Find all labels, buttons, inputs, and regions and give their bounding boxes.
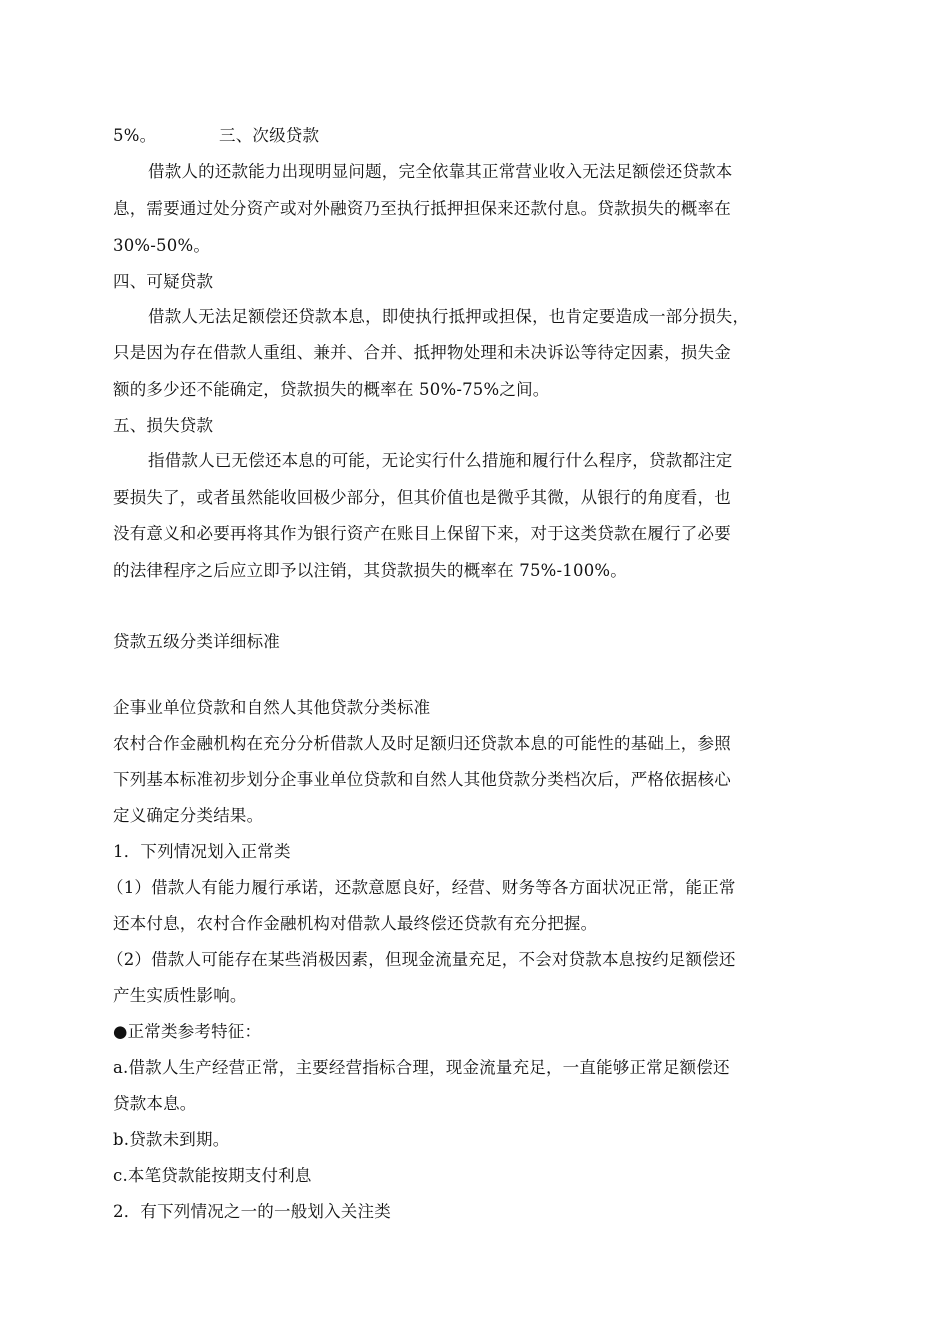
text-line-27: b.贷款未到期。 — [113, 1130, 230, 1149]
text-line-2: 借款人的还款能力出现明显问题，完全依靠其正常营业收入无法足额偿还贷款本 — [148, 162, 733, 181]
section-heading-substandard: 三、次级贷款 — [219, 126, 320, 145]
text-line-16: 农村合作金融机构在充分分析借款人及时足额归还贷款本息的可能性的基础上，参照 — [113, 734, 731, 753]
text-line-28: c.本笔贷款能按期支付利息 — [113, 1166, 312, 1185]
text-line-11: 要损失了，或者虽然能收回极少部分，但其价值也是微乎其微，从银行的角度看，也 — [113, 488, 731, 507]
list-heading-normal: 1．下列情况划入正常类 — [113, 842, 291, 861]
text-line-7: 只是因为存在借款人重组、兼并、合并、抵押物处理和未决诉讼等待定因素，损失金 — [113, 343, 731, 362]
text-line-6: 借款人无法足额偿还贷款本息，即使执行抵押或担保，也肯定要造成一部分损失， — [148, 307, 750, 326]
section-heading-loss: 五、损失贷款 — [113, 416, 214, 435]
text-line-20: （1）借款人有能力履行承诺，还款意愿良好，经营、财务等各方面状况正常，能正常 — [107, 878, 736, 897]
text-line-13: 的法律程序之后应立即予以注销，其贷款损失的概率在 75%-100%。 — [113, 561, 627, 580]
text-line-12: 没有意义和必要再将其作为银行资产在账目上保留下来，对于这类贷款在履行了必要 — [113, 524, 731, 543]
text-line-10: 指借款人已无偿还本息的可能，无论实行什么措施和履行什么程序，贷款都注定 — [148, 451, 733, 470]
text-line-3: 息，需要通过处分资产或对外融资乃至执行抵押担保来还款付息。贷款损失的概率在 — [113, 199, 731, 218]
bullet-heading-normal-features: ●正常类参考特征： — [113, 1022, 262, 1041]
section-heading-doubtful: 四、可疑贷款 — [113, 272, 214, 291]
list-heading-special-mention: 2．有下列情况之一的一般划入关注类 — [113, 1202, 391, 1221]
text-line-22: （2）借款人可能存在某些消极因素，但现金流量充足，不会对贷款本息按约足额偿还 — [107, 950, 736, 969]
text-line-4: 30%-50%。 — [113, 236, 211, 255]
text-line-21: 还本付息，农村合作金融机构对借款人最终偿还贷款有充分把握。 — [113, 914, 598, 933]
text-line-8: 额的多少还不能确定，贷款损失的概率在 50%-75%之间。 — [113, 380, 550, 399]
section-title-five-level-standards: 贷款五级分类详细标准 — [113, 632, 280, 651]
text-line-18: 定义确定分类结果。 — [113, 806, 264, 825]
text-line-23: 产生实质性影响。 — [113, 986, 247, 1005]
text-line-1: 5%。 — [113, 126, 157, 145]
text-line-25: a.借款人生产经营正常，主要经营指标合理，现金流量充足，一直能够正常足额偿还 — [113, 1058, 730, 1077]
text-line-17: 下列基本标准初步划分企事业单位贷款和自然人其他贷款分类档次后，严格依据核心 — [113, 770, 731, 789]
text-line-26: 贷款本息。 — [113, 1094, 197, 1113]
section-title-enterprise-loans: 企事业单位贷款和自然人其他贷款分类标准 — [113, 698, 431, 717]
